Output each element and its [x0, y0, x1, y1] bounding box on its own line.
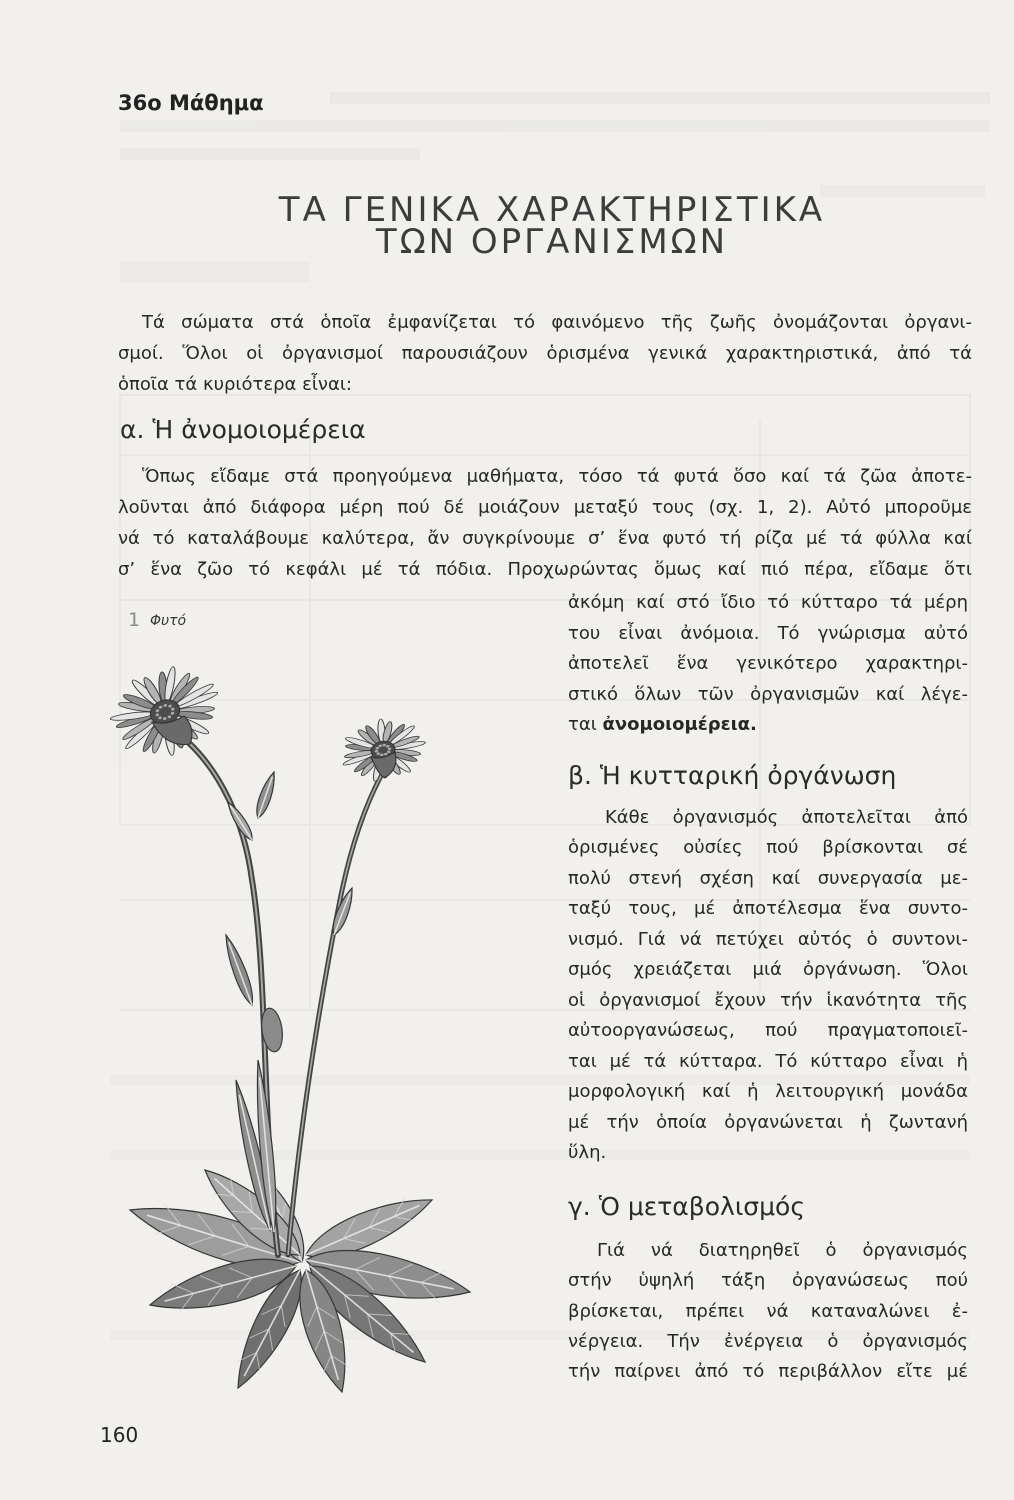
bleed-through-shadow [120, 148, 420, 160]
key-term: ἀνομοιομέρεια. [602, 714, 757, 735]
lesson-label: 36ο Μάθημα [118, 91, 264, 115]
section-b-paragraph [568, 803, 968, 1168]
text-line: αὐτοοργανώσεως, πού πραγματοποιεῖ- [568, 1020, 968, 1042]
bleed-through-shadow [120, 262, 310, 282]
text-line: Τά σώματα στά ὁποῖα ἐμφανίζεται τό φαινόμενο τῆς ζωῆς ὀνομάζονται ὀργανι- [142, 312, 972, 333]
plant-rosette [130, 1170, 470, 1392]
text-line: νά τό καταλάβουμε καλύτερα, ἄν συγκρίνουμε σ’ ἕνα φυτό τή ρίζα μέ τά φύλλα καί [118, 528, 972, 549]
text-line: Γιά νά διατηρηθεῖ ὁ ὀργανισμός [597, 1240, 968, 1261]
text-line: στήν ὑψηλή τάξη ὀργανώσεως πού [568, 1270, 968, 1292]
plant-flowers [99, 653, 431, 787]
section-heading-b: β. Ἡ κυτταρική ὀργάνωση [568, 761, 897, 790]
text-line: μορφολογική καί ἡ λειτουργική μονάδα [568, 1081, 968, 1103]
plant-illustration [99, 653, 470, 1392]
text-line: Ὅπως εἴδαμε στά προηγούμενα μαθήματα, τόσο τά φυτά ὅσο καί τά ζῶα ἀποτε- [142, 466, 972, 487]
figure-caption: Φυτό [150, 613, 187, 629]
leaf-vein [229, 942, 252, 1005]
section-heading-c: γ. Ὁ μεταβολισμός [568, 1192, 806, 1221]
section-a-paragraph [118, 461, 972, 585]
plant-stem-highlight [288, 774, 382, 1255]
text-line: ἀκόμη καί στό ἴδιο τό κύτταρο τά μέρη [568, 592, 968, 613]
text-line: οἱ ὀργανισμοί ἔχουν τήν ἱκανότητα τῆς [568, 989, 968, 1011]
page-title-line-1: ΤΑ ΓΕΝΙΚΑ ΧΑΡΑΚΤΗΡΙΣΤΙΚΑ [278, 190, 826, 230]
bleed-through-shadow [330, 92, 990, 104]
intro-paragraph [118, 307, 972, 400]
page-title-line-2: ΤΩΝ ΟΡΓΑΝΙΣΜΩΝ [375, 222, 729, 262]
text-line: νέργεια. Τήν ἐνέργεια ὁ ὀργανισμός [568, 1330, 968, 1352]
text-line: λοῦνται ἀπό διάφορα μέρη πού δέ μοιάζουν μεταξύ τους (σχ. 1, 2). Αὐτό μποροῦμε [118, 497, 972, 518]
text-line: βρίσκεται, πρέπει νά καταναλώνει ἐ- [568, 1300, 968, 1322]
text-line: ταξύ τους, μέ ἀποτέλεσμα ἕνα συντο- [568, 898, 968, 920]
text-line: ται μέ τά κύτταρα. Τό κύτταρο εἶναι ἡ [568, 1050, 968, 1072]
text-line: ὁρισμένες οὐσίες πού βρίσκονται σέ [568, 837, 968, 859]
text-line: μέ τήν ὁποία ὀργανώνεται ἡ ζωντανή [568, 1111, 968, 1133]
text-line: σμοί. Ὅλοι οἱ ὀργανισμοί παρουσιάζουν ὁρισμένα γενικά χαρακτηριστικά, ἀπό τά [118, 343, 972, 364]
text-line: τήν παίρνει ἀπό τό περιβάλλον εἴτε μέ [568, 1361, 968, 1383]
section-heading-a: α. Ἡ ἀνομοιομέρεια [120, 415, 366, 444]
plant-stem [288, 774, 382, 1255]
text-line-start: ται [568, 714, 603, 735]
text-line: ἀποτελεῖ ἕνα γενικότερο χαρακτηρι- [568, 653, 968, 674]
text-line: ὕλη. [568, 1141, 607, 1163]
text-line: Κάθε ὀργανισμός ἀποτελεῖται ἀπό [605, 807, 968, 828]
text-line: στικό ὅλων τῶν ὀργανισμῶν καί λέγε- [568, 683, 968, 705]
text-line: ὁποῖα τά κυριότερα εἶναι: [118, 374, 352, 395]
text-line: σμός χρειάζεται μιά ὀργάνωση. Ὅλοι [568, 959, 968, 981]
bleed-through-shadow [120, 120, 990, 132]
figure-number: 1 [128, 609, 141, 631]
section-c-paragraph [568, 1236, 968, 1387]
text-line: πολύ στενή σχέση καί συνεργασία με- [568, 867, 968, 889]
text-line [568, 710, 968, 741]
section-a-column [568, 588, 968, 741]
page-number: 160 [100, 1423, 139, 1447]
text-line: σ’ ἕνα ζῶο τό κεφάλι μέ τά πόδια. Προχωρώντας ὅμως καί πιό πέρα, εἴδαμε ὅτι [118, 559, 972, 580]
text-line: του εἶναι ἀνόμοια. Τό γνώρισμα αὐτό [568, 622, 968, 644]
text-line: νισμό. Γιά νά πετύχει αὐτός ὁ συντονι- [568, 928, 968, 950]
